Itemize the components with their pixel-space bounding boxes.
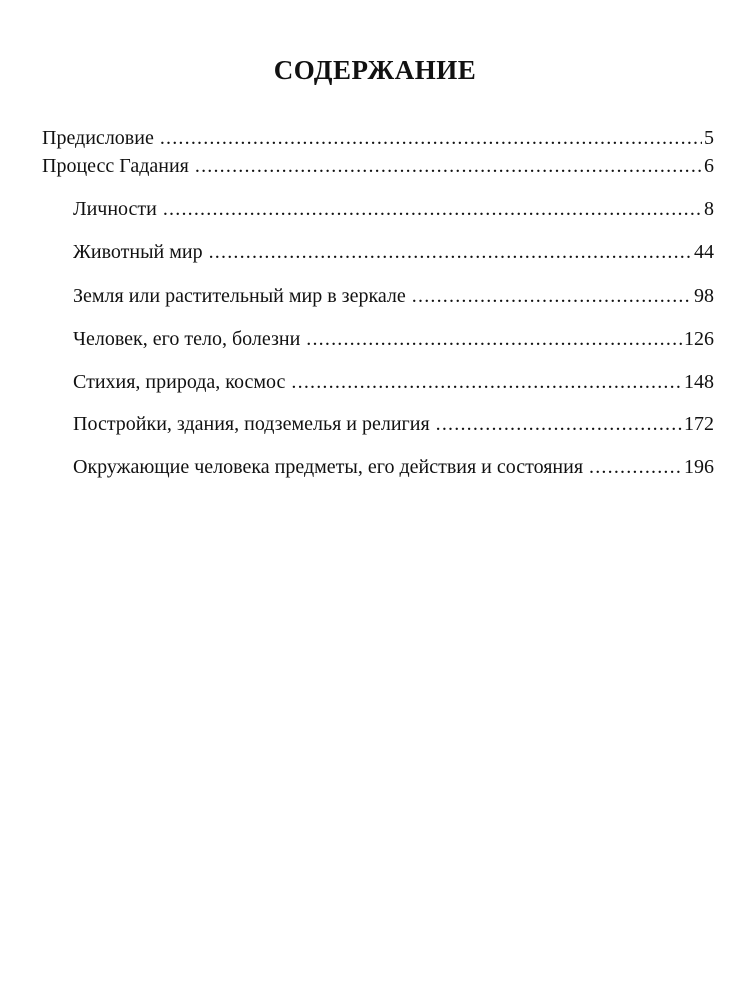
toc-entry-label: Земля или растительный мир в зеркале [73, 285, 406, 307]
toc-entry [73, 197, 714, 221]
toc-dot-leader [589, 455, 682, 479]
toc-page-number: 6 [704, 155, 714, 177]
toc-page-number: 8 [704, 198, 714, 220]
toc-dot-leader [160, 126, 702, 150]
toc-dot-leader [291, 370, 682, 394]
page-title: СОДЕРЖАНИЕ [273, 55, 477, 85]
toc-page-number: 172 [684, 413, 714, 435]
toc-dot-leader [436, 412, 682, 436]
toc-page-number: 98 [694, 285, 714, 307]
toc-entry-label: Стихия, природа, космос [73, 371, 286, 393]
toc-entry-label: Предисловие [42, 127, 154, 149]
toc-entry-label: Окружающие человека предметы, его действия и состояния [73, 456, 584, 478]
toc-entry [73, 412, 714, 436]
toc-dot-leader [209, 240, 692, 264]
toc-entry [42, 154, 714, 178]
toc-page-number: 126 [684, 328, 714, 350]
toc-page-number: 5 [704, 127, 714, 149]
toc-entry [73, 327, 714, 351]
toc-entry-label: Личности [73, 198, 157, 220]
toc-entry [42, 126, 714, 150]
toc-entry [73, 455, 714, 479]
toc-entry-label: Постройки, здания, подземелья и религия [73, 413, 430, 435]
toc-entry [73, 240, 714, 264]
toc-page-number: 196 [684, 456, 714, 478]
toc-page-number: 44 [694, 241, 714, 263]
toc-entry-label: Животный мир [73, 241, 203, 263]
toc-dot-leader [195, 154, 702, 178]
toc-entry-label: Процесс Гадания [42, 155, 189, 177]
toc-entry [73, 284, 714, 308]
toc-entry [73, 370, 714, 394]
toc-entry-label: Человек, его тело, болезни [73, 328, 301, 350]
toc-dot-leader [306, 327, 682, 351]
toc-page-number: 148 [684, 371, 714, 393]
toc-dot-leader [163, 197, 702, 221]
toc-dot-leader [412, 284, 692, 308]
